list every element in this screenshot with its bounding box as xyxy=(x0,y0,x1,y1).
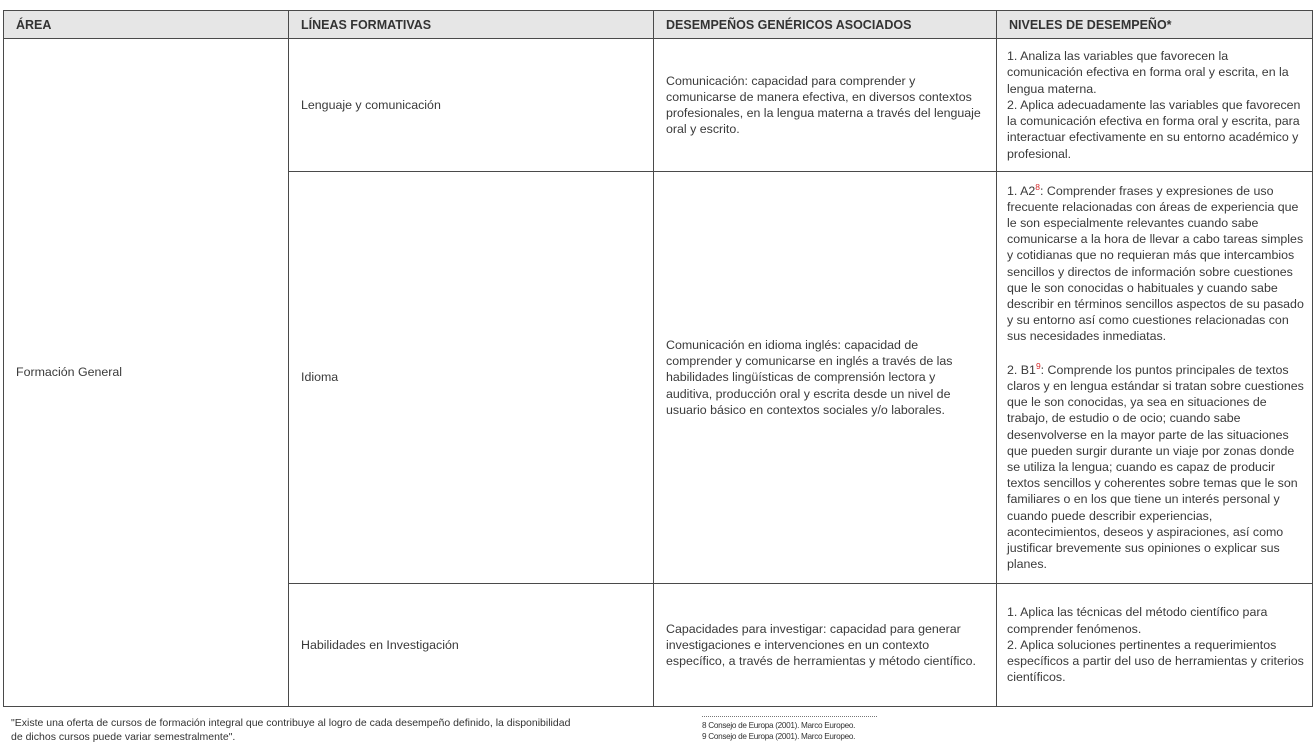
nivel-text: : Comprender frases y expresiones de uso frecuente relacionadas con áreas de experiencia que le son especialmente relevantes cuando sabe comunicarse a la hora de llevar a cabo tareas simples y cotidianas que no requieran más que intercambios sencillos y directos de información sobre cuestiones que le son conocidas o habituales y cuando sabe describir en términos sencillos aspectos de su pasado y su entorno así como cuestiones relacionadas con sus necesidades inmediatas. xyxy=(1007,183,1304,344)
linea-cell: Lenguaje y comunicación xyxy=(289,39,654,172)
header-row xyxy=(4,11,1313,39)
niveles-cell xyxy=(997,39,1313,172)
nivel-prefix: 2. B1 xyxy=(1007,362,1036,377)
nivel-item xyxy=(1007,362,1306,573)
footnote-8: 8 Consejo de Europa (2001). Marco Europeo. xyxy=(702,721,856,730)
nivel-text: : Comprende los puntos principales de textos claros y en lengua estándar si tratan sobre cuestiones que le son conocidas, ya sea en situaciones de trabajo, de estudio o de ocio; cuando sabe desenvolverse en la mayor parte de las situaciones que pueden surgir durante un viaje por zonas donde se utiliza la lengua; cuando es capaz de producir textos sencillos y coherentes sobre temas que le son familiares o en los que tiene un interés personal y cuando puede describir experiencias, acontecimientos, deseos y aspiraciones, así como justificar brevemente sus opiniones o explicar sus planes. xyxy=(1007,362,1304,572)
nivel-item: 2. Aplica soluciones pertinentes a requerimientos específicos a partir del uso de herramientas y criterios científicos. xyxy=(1007,637,1304,685)
linea-cell: Habilidades en Investigación xyxy=(289,584,654,707)
niveles-cell xyxy=(997,584,1313,707)
footnote-9: 9 Consejo de Europa (2001). Marco Europeo. xyxy=(702,732,856,741)
nivel-item xyxy=(1007,183,1306,345)
footnote-divider xyxy=(702,716,877,717)
nivel-item: 2. Aplica adecuadamente las variables que favorecen la comunicación efectiva en forma oral y escrita, para interactuar efectivamente en su entorno académico y profesional. xyxy=(1007,97,1301,161)
area-cell: Formación General xyxy=(4,39,289,707)
desempeno-cell: Comunicación en idioma inglés: capacidad de comprender y comunicarse en inglés a través de las habilidades lingüísticas de comprensión lectora y auditiva, producción oral y escrita desde un nivel de usuario básico en contextos sociales y/o laborales. xyxy=(654,172,997,584)
nivel-item: 1. Aplica las técnicas del método científico para comprender fenómenos. xyxy=(1007,605,1268,636)
table-row xyxy=(4,39,1313,172)
footnotes xyxy=(702,716,877,742)
footnote-ref-9: 9 xyxy=(1035,360,1041,371)
niveles-cell xyxy=(997,172,1313,584)
header-desempenos: DESEMPEÑOS GENÉRICOS ASOCIADOS xyxy=(654,11,997,39)
desempeno-cell: Comunicación: capacidad para comprender y comunicarse de manera efectiva, en diversos contextos profesionales, en la lengua materna a través del lenguaje oral y escrito. xyxy=(654,39,997,172)
linea-cell: Idioma xyxy=(289,172,654,584)
nivel-item: 1. Analiza las variables que favorecen la comunicación efectiva en forma oral y escrita, en la lengua materna. xyxy=(1007,49,1289,96)
header-area: ÁREA xyxy=(4,11,289,39)
nivel-prefix: 1. A2 xyxy=(1007,183,1036,198)
footnote-ref-8: 8 xyxy=(1035,181,1040,192)
competencias-table xyxy=(3,10,1313,707)
header-niveles: NIVELES DE DESEMPEÑO* xyxy=(997,11,1313,39)
header-lineas-formativas: LÍNEAS FORMATIVAS xyxy=(289,11,654,39)
footer-note: "Existe una oferta de cursos de formación integral que contribuye al logro de cada desempeño definido, la disponibilidad de dichos cursos puede variar semestralmente". xyxy=(11,717,571,743)
desempeno-cell: Capacidades para investigar: capacidad para generar investigaciones e intervenciones en un contexto específico, a través de herramientas y método científico. xyxy=(654,584,997,707)
